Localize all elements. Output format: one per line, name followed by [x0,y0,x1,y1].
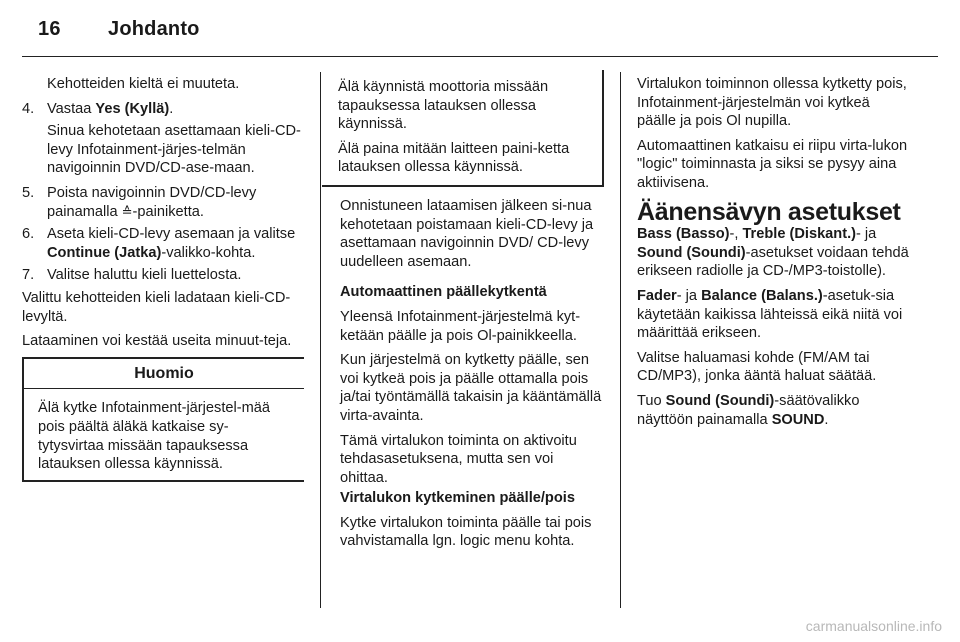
list-item-step-7: 7. Valitse haluttu kieli luettelosta. [22,267,242,284]
paragraph: Valittu kehotteiden kieli ladataan kieli-CD-levyltä. [22,289,291,325]
column-divider-1 [320,72,321,608]
paragraph: Kytke virtalukon toiminta päälle tai pois vahvistamalla lgn. logic menu kohta. [340,514,592,550]
note-title: Huomio [24,359,304,390]
note-body: Älä kytke Infotainment-järjestel-mää pois päältä äläkä katkaise sy-tytysvirtaa missään tapauksessa latauksen ollessa käynnissä. [38,400,270,473]
watermark: carmanualsonline.info [805,618,942,634]
subheading: Automaattinen päällekytkentä [340,284,547,301]
header-rule [22,56,938,57]
paragraph: Bass (Basso)-, Treble (Diskant.)- ja Sound (Soundi)-asetukset voidaan tehdä erikseen radiolle ja CD-/MP3-toistolle). [637,226,909,280]
column-2 [322,70,604,557]
warning-text: Älä paina mitään laitteen paini-ketta latauksen ollessa käynnissä. [338,140,570,176]
step-4-detail: Sinua kehotetaan asettamaan kieli-CD-levy Infotainment-järjes-telmän navigoinnin DVD/CD-ase-maan. [47,123,301,177]
list-item-step-6: 6. Aseta kieli-CD-levy asemaan ja valitse Continue (Jatka)-valikko-kohta. [22,226,296,261]
paragraph: Virtalukon toiminnon ollessa kytketty pois, Infotainment-järjestelmän voi kytkeä päälle ja pois Ol nupilla. [637,76,907,130]
paragraph: Lataaminen voi kestää useita minuut-teja. [22,333,292,350]
paragraph: Valitse haluamasi kohde (FM/AM tai CD/MP3), jonka ääntä haluat säätää. [637,349,877,385]
page-number: 16 [38,18,61,40]
subheading: Virtalukon kytkeminen päälle/pois [340,490,575,507]
paragraph: Tämä virtalukon toiminta on aktivoitu tehdasasetuksena, mutta sen voi ohittaa. [340,432,577,486]
list-item-step-5: 5. Poista navigoinnin DVD/CD-levy painamalla ≙-painiketta. [22,184,257,220]
step-continuation: Kehotteiden kieltä ei muuteta. [47,76,240,92]
paragraph: Automaattinen katkaisu ei riipu virta-lukon "logic" toiminnasta ja siksi se pysyy aina aktiivisena. [637,137,908,191]
column-3 [637,75,909,435]
eject-icon: ≙ [121,203,133,219]
page-header [38,18,200,41]
note-box [22,357,304,482]
warning-box [322,70,604,187]
paragraph: Onnistuneen lataamisen jälkeen si-nua kehotetaan poistamaan kieli-CD-levy ja asettamaan navigoinnin DVD/ CD-levy uudelleen asemaan. [340,197,594,270]
paragraph: Yleensä Infotainment-järjestelmä kyt-ketään päälle ja pois Ol-painikkeella. [340,308,581,344]
column-divider-2 [620,72,621,608]
column-1 [22,75,304,482]
warning-text: Älä käynnistä moottoria missään tapauksessa latauksen ollessa käynnissä. [338,79,549,133]
paragraph: Fader- ja Balance (Balans.)-asetuk-sia käytetään kaikissa lähteissä eikä niitä voi määrittää erikseen. [637,287,903,342]
paragraph: Tuo Sound (Soundi)-säätövalikko näyttöön painamalla SOUND. [637,392,860,428]
paragraph: Kun järjestelmä on kytketty päälle, sen voi kytkeä pois ja päälle ottamalla pois ja/tai työntämällä takaisin ja kääntämällä virta-avainta. [340,352,602,424]
section-title: Äänensävyn asetukset [637,197,901,226]
list-item-step-4: 4. Vastaa Yes (Kyllä). [22,100,174,117]
chapter-title: Johdanto [108,18,200,40]
